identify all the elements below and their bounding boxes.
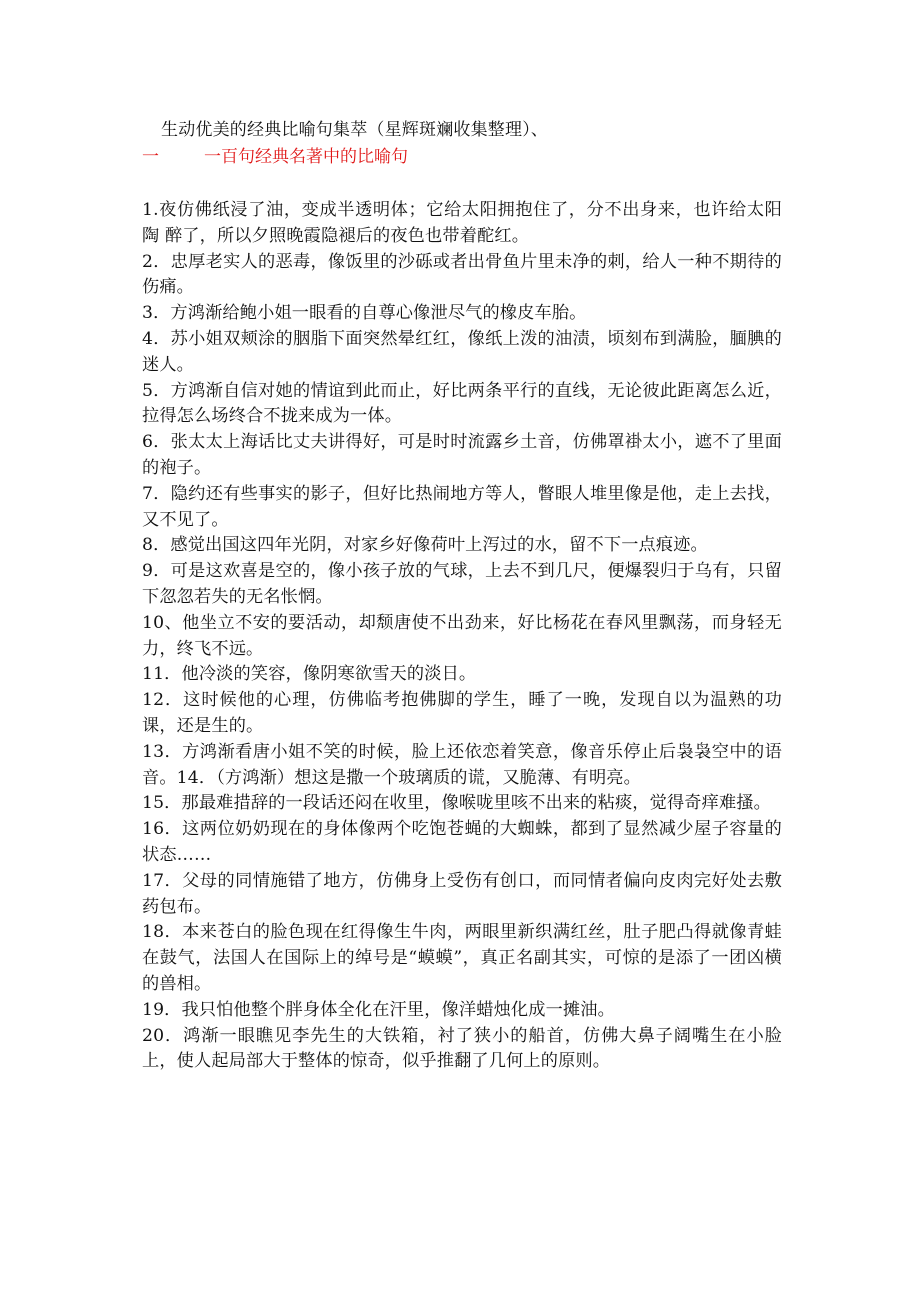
document-title: 生动优美的经典比喻句集萃（星辉斑斓收集整理）、 xyxy=(161,120,549,140)
paragraph-6: 6．张太太上海话比丈夫讲得好，可是时时流露乡土音，仿佛罩褂太小，遮不了里面的袍子。 xyxy=(142,432,782,478)
paragraph-11: 11．他冷淡的笑容，像阴寒欲雪天的淡日。 xyxy=(142,664,477,685)
paragraph-3: 3．方鸿渐给鲍小姐一眼看的自尊心像泄尽气的橡皮车胎。 xyxy=(142,303,587,324)
paragraph-4: 4．苏小姐双颊涂的胭脂下面突然晕红红，像纸上泼的油渍，顷刻布到满脸，腼腆的迷人。 xyxy=(142,328,782,375)
section-number: 一 xyxy=(142,147,159,167)
paragraph-5: 5．方鸿渐自信对她的情谊到此而止，好比两条平行的直线，无论彼此距离怎么近，拉得怎么场终合不拢来成为一体。 xyxy=(142,380,782,427)
paragraph-10: 10、他坐立不安的要活动，却颓唐使不出劲来，好比杨花在春风里飘荡，而身轻无力，终飞不远。 xyxy=(142,612,782,659)
paragraph-2: 2．忠厚老实人的恶毒，像饭里的沙砾或者出骨鱼片里未净的刺，给人一种不期待的伤痛。 xyxy=(142,251,782,298)
paragraph-16: 16．这两位奶奶现在的身体像两个吃饱苍蝇的大蜘蛛，都到了显然减少屋子容量的状态…… xyxy=(142,819,782,865)
paragraph-12: 12．这时候他的心理，仿佛临考抱佛脚的学生，睡了一晚，发现自以为温熟的功课，还是生的。 xyxy=(142,690,782,736)
paragraph-17: 17．父母的同情施错了地方，仿佛身上受伤有创口，而同情者偏向皮肉完好处去敷药包布。 xyxy=(142,870,782,917)
paragraph-8: 8．感觉出国这四年光阴，对家乡好像荷叶上泻过的水，留不下一点痕迹。 xyxy=(142,535,708,556)
paragraph-9: 9．可是这欢喜是空的，像小孩子放的气球，上去不到几尺，便爆裂归于乌有，只留下忽忽若失的无名怅惘。 xyxy=(142,561,782,607)
paragraph-13: 13．方鸿渐看唐小姐不笑的时候，脸上还依恋着笑意，像音乐停止后袅袅空中的语音。14．（方鸿渐）想这是撒一个玻璃质的谎，又脆薄、有明亮。 xyxy=(142,741,782,788)
paragraph-18: 18．本来苍白的脸色现在红得像生牛肉，两眼里新织满红丝，肚子肥凸得就像青蛙在鼓气，法国人在国际上的绰号是“蟆蟆”，真正名副其实，可惊的是添了一团凶横的兽相。 xyxy=(142,922,782,994)
paragraph-15: 15．那最难措辞的一段话还闷在收里，像喉咙里咳不出来的粘痰，觉得奇痒难搔。 xyxy=(142,793,771,814)
body-text xyxy=(142,198,782,1075)
paragraph-20: 20．鸿渐一眼瞧见李先生的大铁箱，衬了狭小的船首，仿佛大鼻子阔嘴生在小脸上，使人起局部大于整体的惊奇，似乎推翻了几何上的原则。 xyxy=(142,1025,782,1072)
section-heading xyxy=(142,146,408,168)
section-title: 一百句经典名著中的比喻句 xyxy=(204,147,408,167)
paragraph-19: 19．我只怕他整个胖身体全化在汗里，像洋蜡烛化成一摊油。 xyxy=(142,999,615,1020)
paragraph-7: 7．隐约还有些事实的影子，但好比热闹地方等人，瞥眼人堆里像是他，走上去找，又不见了。 xyxy=(142,483,782,530)
paragraph-1: 1.夜仿佛纸浸了油，变成半透明体；它给太阳拥抱住了，分不出身来，也许给太阳陶 醉了，所以夕照晚霞隐褪后的夜色也带着酡红。 xyxy=(142,200,782,246)
